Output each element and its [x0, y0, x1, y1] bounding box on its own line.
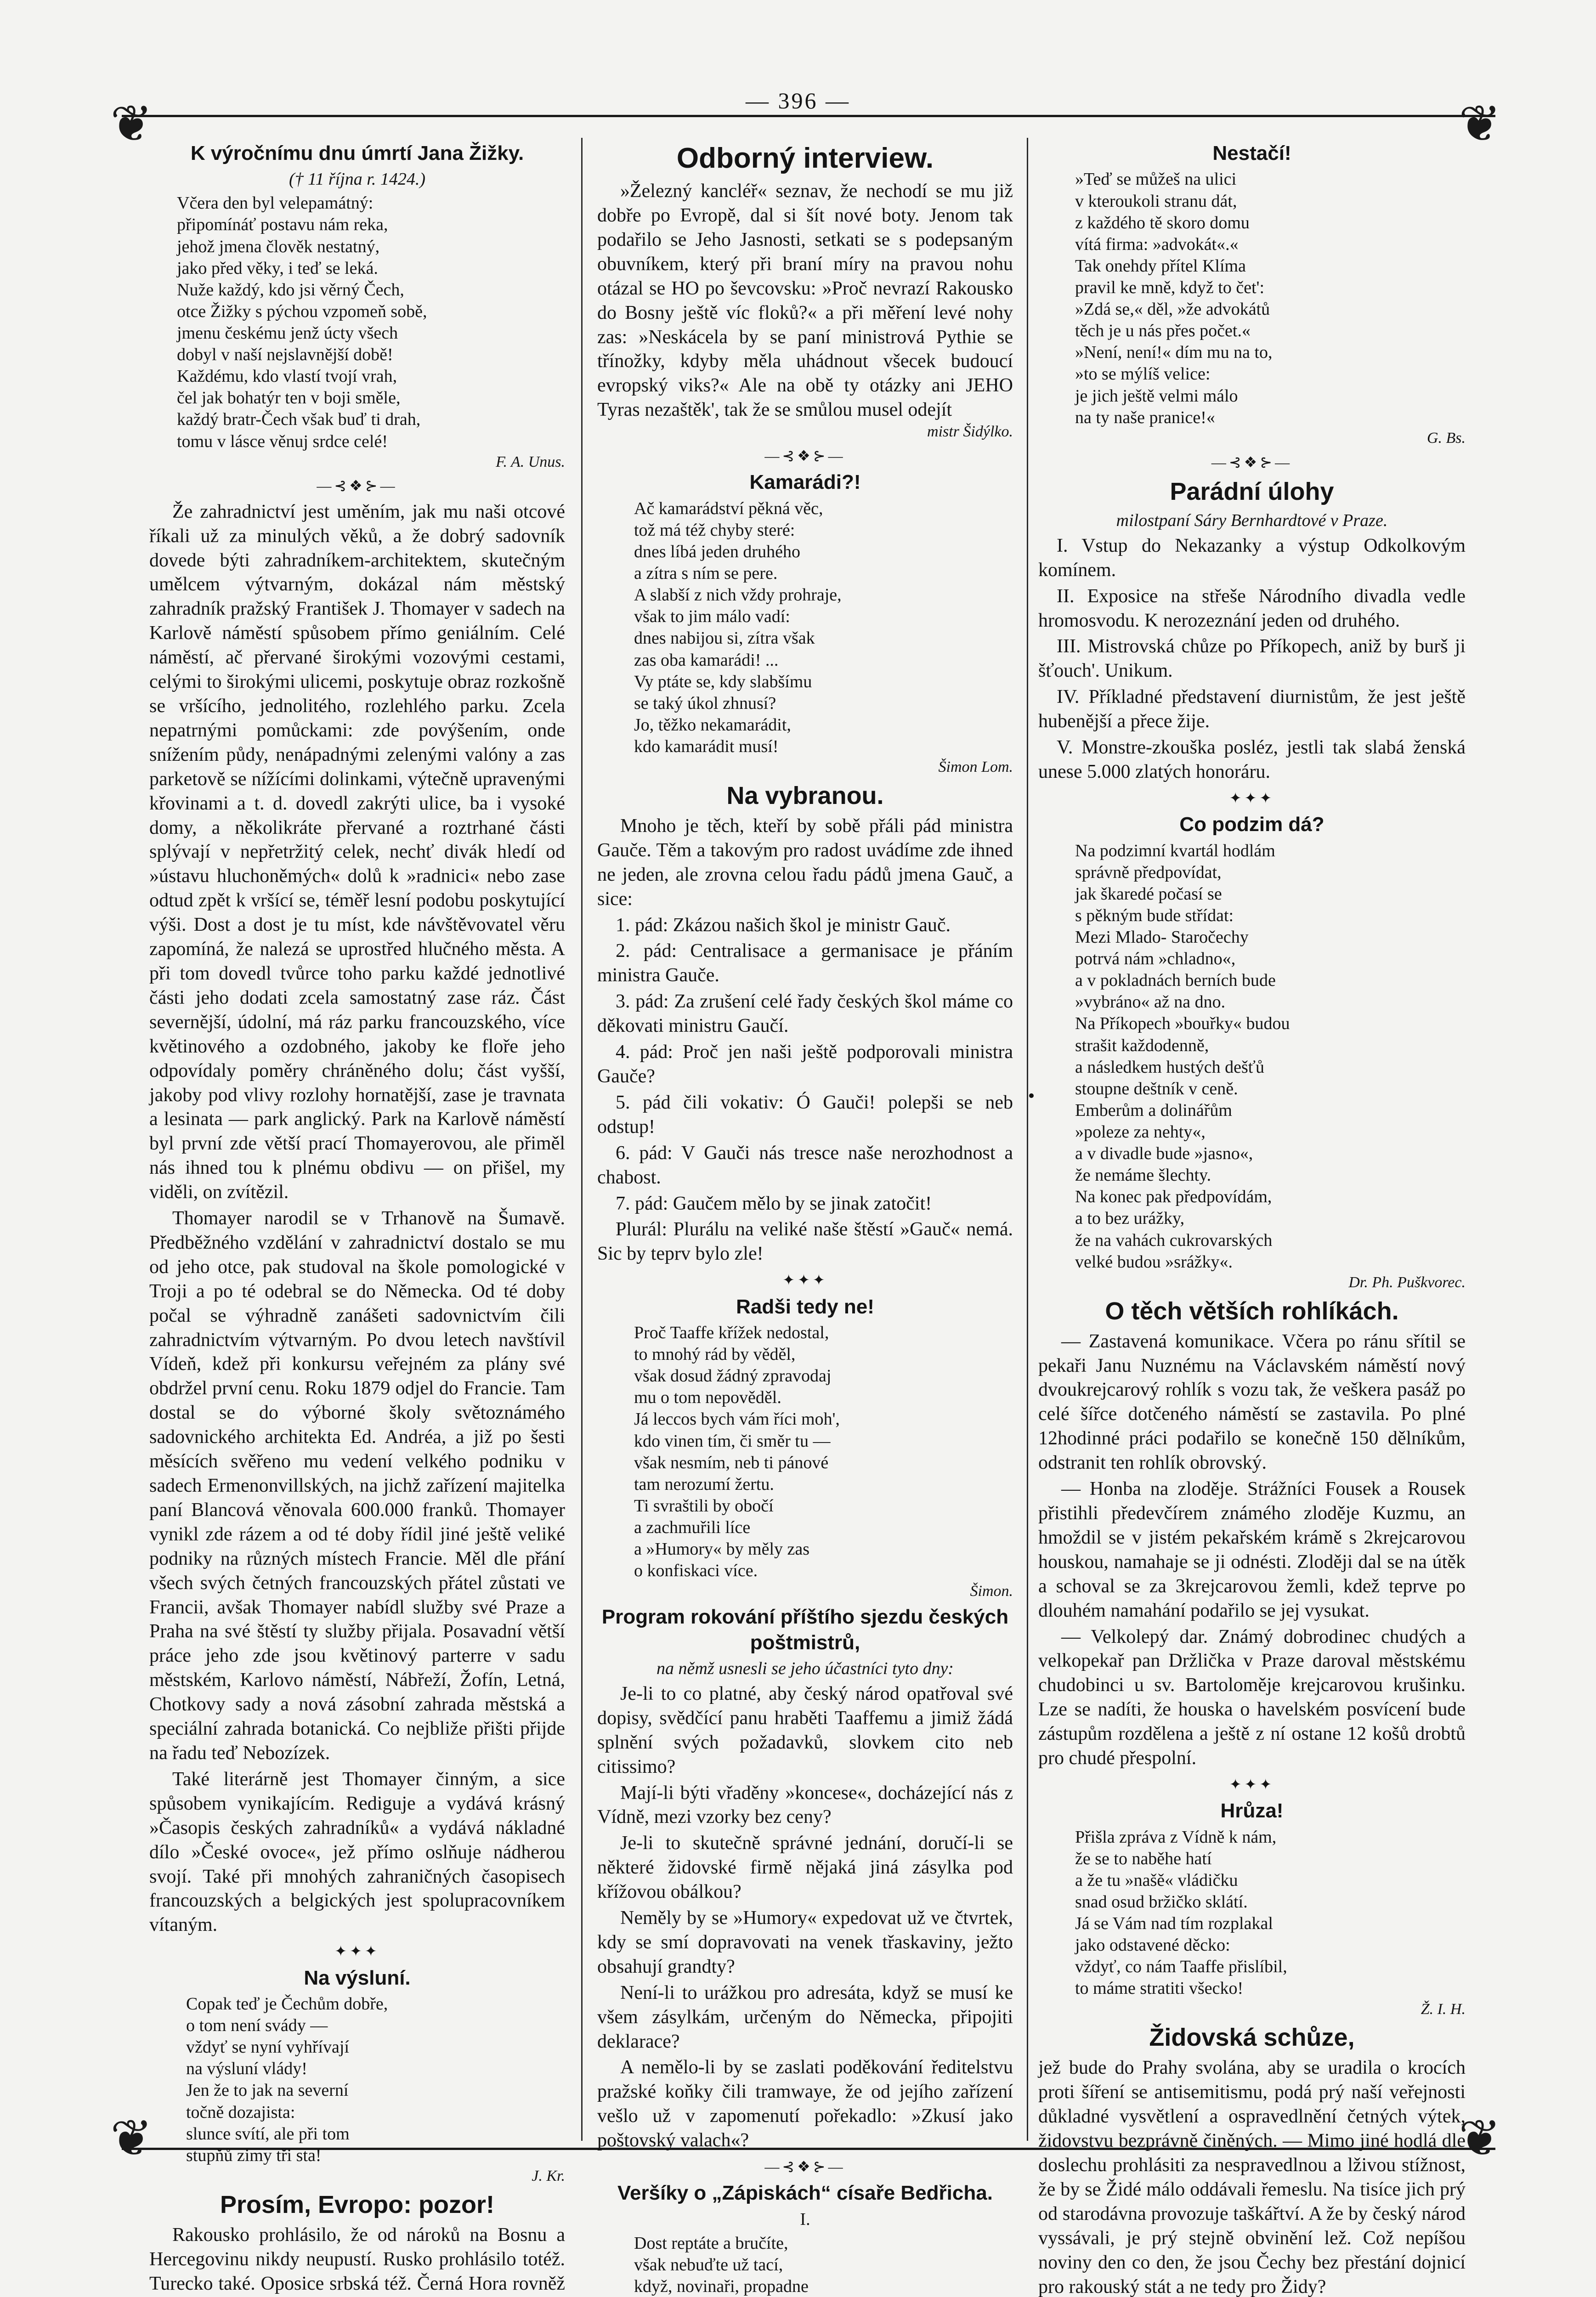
podzim-signature: Dr. Ph. Puškvorec.	[1348, 1273, 1466, 1291]
evropo-title: Prosím, Evropo: pozor!	[220, 2190, 495, 2218]
kamaradi-signature: Šimon Lom.	[938, 758, 1013, 776]
divider-ornament-icon: ✦✦✦	[1229, 789, 1275, 806]
divider-ornament-icon: —⊰❖⊱—	[1211, 453, 1293, 470]
podzim-title: Co podzim dá?	[1179, 813, 1324, 836]
zizka-subtitle: († 11 října r. 1424.)	[289, 170, 425, 189]
zizka-signature: F. A. Unus.	[496, 453, 565, 470]
radsi-title: Radši tedy ne!	[736, 1295, 874, 1318]
schuze-title: Židovská schůze,	[1149, 2024, 1355, 2052]
nestaci-title: Nestačí!	[1212, 142, 1291, 164]
program-subtitle: na němž usnesli se jeho účastníci tyto dny:	[657, 1659, 954, 1678]
ulohy-title: Parádní úlohy	[1170, 477, 1334, 505]
interview-signature: mistr Šidýlko.	[927, 423, 1013, 441]
divider-ornament-icon: ✦✦✦	[334, 1943, 380, 1960]
corner-ornament-icon: ❦	[110, 96, 153, 152]
versiky-title: Veršíky o „Zápiskách“ císaře Bedřicha.	[617, 2182, 993, 2205]
corner-ornament-icon: ❦	[1459, 96, 1501, 152]
hruza-poem: Přišla zpráva z Vídně k nám, že se to naběhe hatí a že tu »našě« vládičku snad osud bržičko sklátí. Já se Vám nad tím rozplakal jako odstavené děcko: vždyť, co nám Taaffe přislíbil, to máme stratiti všecko!	[1075, 1827, 1287, 1998]
divider-ornament-icon: ✦✦✦	[782, 1272, 828, 1289]
nestaci-signature: G. Bs.	[1426, 429, 1466, 447]
program-title: Program rokování příštího sjezdu českých poštmistrů,	[601, 1606, 1009, 1654]
interview-text: »Železný kancléř« seznav, že nechodí se mu již dobře po Evropě, dal si šít nové boty. Jenom tak podařilo se Jeho Jasnosti, setkati se s podepsaným obuvníkem, který při braní míry na pravou nohu otázal se HO po ševcovsku: »Proč nevrazí Rakousko do Bosny ještě víc floků?« a při měření levé nohy zas: »Neskácela by se paní ministrová Pythie se třínožky, kdyby měla uhádnout všecek budoucí evropský viks?« Ale na obě ty otázky ani JEHO Tyras nezaštěk', tak že se smůlou musel odejít	[597, 181, 1013, 421]
vysluni-title: Na výsluní.	[304, 1966, 411, 1989]
divider-ornament-icon: —⊰❖⊱—	[764, 447, 846, 464]
kamaradi-title: Kamarádi?!	[749, 471, 861, 494]
vysluni-poem: Copak teď je Čechům dobře, o tom není svády — vždyť se nyní vyhřívají na výsluní vlády! Jen že to jak na severní točně dozajista: slunce svítí, ale při tom stupňů zimy tři sta!	[186, 1994, 388, 2165]
vybranou-intro: Mnoho je těch, kteří by sobě přáli pád ministra Gauče. Těm a takovým pro radost uvádíme zde ihned ne jeden, ale zrovna celou řadu pádů jmena Gauč, a sice:	[597, 815, 1013, 910]
kamaradi-poem: Ač kamarádství pěkná věc, tož má též chyby steré: dnes líbá jeden druhého a zítra s ním se pere. A slabší z nich vždy prohraje, však to jim málo vadí: dnes nabijou si, zítra však zas oba kamarádi! ... Vy ptáte se, kdy slabšímu se taký úkol zhnusí? Jo, těžko nekamarádit, kdo kamarádit musí!	[634, 498, 842, 756]
column-right: Nestačí! »Teď se můžeš na ulici v kteroukoli stranu dát, z každého tě skoro domu vítá firma: »advokát«.« Tak onehdy přítel Klíma pravil ke mně, když to čet': »Zdá se,« děl, »že advokátů těch je u nás přes počet.« »Není, není!« dím mu na to, »to se mýlíš velice: je jich ještě velmi málo na ty naše pranice!« G. Bs. —⊰❖⊱— Parádní úlohy milostpaní Sáry Bernhardtové v Praze. I. Vstup do Nekazanky a výstup Odkolkovým komínem. II. Exposice na střeše Národního divadla vedle hromosvodu. K nerozeznání jeden od druhého. III. Mistrovská chůze po Příkopech, aniž by burš ji šťouch'. Unikum. IV. Příkladné představení diurnistům, že jest ještě hubenější a přece žije. V. Monstre-zkouška posléz, jestli tak slabá ženská unese 5.000 zlatých honoráru. ✦✦✦ Co podzim dá? Na podzimní kvartál hodlám správně předpovídat, jak škaredé počasí se s pěkným bude střídat: Mezi Mlado- Staročechy potrvá nám »chladno«, a v pokladnách berních bude »vybráno« až na dno. Na Příkopech »bouřky« budou strašit každodenně, a následkem hustých dešťů stoupne deštník v ceně. Emberům a dolinářům »poleze za nehty«, a v divadle bude »jasno«, že nemáme šlechty. Na konec pak předpovídám, a to bez urážky, že na vahách cukrovarských velké budou »srážky«. Dr. Ph. Puškvorec. O těch větších rohlíkách. — Zastavená komunikace. Včera po ránu sřítil se pekaři Janu Nuznému na Václavském náměstí nový dvoukrejcarový rohlík s vozu tak, že veškera pasáž po celé šířce dotčeného náměstí se zastavila. Po plné 12hodinné práci podařilo se konečně 150 dělníkům, odstranit ten rohlík obrovský. — Honba na zloděje. Strážníci Fousek a Rousek přistihli předevčírem známého zloděje Kuzmu, an hmoždil se v jistém pekařském krámě s 2krejcarovou houskou, namahaje se ji odnésti. Zloději dal se na útěk a schoval se za 3krejcarovou žemli, kdež teprve po dlouhém namahání podařilo se jej vysukat. — Velkolepý dar. Známý dobrodinec chudých a velkopekař pan Držlička v Praze daroval městskému chudobinci u sv. Bartoloměje krejcarovou krušinku. Lze se nadíti, že houska o havelském posvícení bude zástupům rozdělena a ještě z ní ostane 12 košů drobtů pro chudé přespolní. ✦✦✦ Hrůza! Přišla zpráva z Vídně k nám, že se to naběhe hatí a že tu »našě« vládičku snad osud bržičko sklátí. Já se Vám nad tím rozplakal jako odstavené děcko: vždyť, co nám Taaffe přislíbil, to máme stratiti všecko! Ž. I. H. Židovská schůze, jež bude do Prahy svolána, aby se uradila o krocích proti šíření se antisemitismu, podá prý naší veřejnosti důkladné vysvětlení a ospravedlnění četných výtek, židovstvu bezprávně činěných. — Mimo jiné hodlá dle doslechu prohlásiti za nespravedlnou a lživou stížnost, že by se Židé málo oddávali řemeslu. Na tisíce jich prý od starodávna provozuje taškářtví. A že by český národ vyssávali, je prý stejně obvinění lež. Což nepíšou noviny den co den, že jsou Čechy bez přestání dojnicí pro rakouský stát a ne tedy pro Židy?	[1038, 138, 1466, 2141]
ulohy-subtitle: milostpaní Sáry Bernhardtové v Praze.	[1116, 510, 1388, 530]
column-divider	[1027, 138, 1028, 2141]
column-middle: Odborný interview. »Železný kancléř« seznav, že nechodí se mu již dobře po Evropě, dal si šít nové boty. Jenom tak podařilo se Jeho Jasnosti, setkati se s podepsaným obuvníkem, který při braní míry na pravou nohu otázal se HO po ševcovsku: »Proč nevrazí Rakousko do Bosny ještě víc floků?« a při měření levé nohy zas: »Neskácela by se paní ministrová Pythie se třínožky, kdyby měla uhádnout všecek budoucí evropský viks?« Ale na obě ty otázky ani JEHO Tyras nezaštěk', tak že se smůlou musel odejít mistr Šidýlko. —⊰❖⊱— Kamarádi?! Ač kamarádství pěkná věc, tož má též chyby steré: dnes líbá jeden druhého a zítra s ním se pere. A slabší z nich vždy prohraje, však to jim málo vadí: dnes nabijou si, zítra však zas oba kamarádi! ... Vy ptáte se, kdy slabšímu se taký úkol zhnusí? Jo, těžko nekamarádit, kdo kamarádit musí! Šimon Lom. Na vybranou. Mnoho je těch, kteří by sobě přáli pád ministra Gauče. Těm a takovým pro radost uvádíme zde ihned ne jeden, ale zrovna celou řadu pádů jmena Gauč, a sice: 1. pád: Zkázou našich škol je ministr Gauč. 2. pád: Centralisace a germanisace je přáním ministra Gauče. 3. pád: Za zrušení celé řady českých škol máme co děkovati ministru Gaučí. 4. pád: Proč jen naši ještě podporovali ministra Gauče? 5. pád čili vokativ: Ó Gauči! polepši se neb odstup! 6. pád: V Gauči nás tresce naše nerozhodnost a chabost. 7. pád: Gaučem mělo by se jinak zatočit! Plurál: Plurálu na veliké naše štěstí »Gauč« nemá. Sic by teprv bylo zle! ✦✦✦ Radši tedy ne! Proč Taaffe křížek nedostal, to mnohý rád by věděl, však dosud žádný zpravodaj mu o tom nepověděl. Já leccos bych vám říci moh', kdo vinen tím, či směr tu — však nesmím, neb ti pánové tam nerozumí žertu. Ti svraštili by obočí a zachmuřili líce a »Humory« by měly zas o konfiskaci více. Šimon. Program rokování příštího sjezdu českých poštmistrů, na němž usnesli se jeho účastníci tyto dny: Je-li to co platné, aby český národ opatřoval své dopisy, svědčící panu hraběti Taaffemu a jimiž žádá splnění svých požadavků, slovkem cito neb citissimo? Mají-li býti vřaděny »koncese«, docházející nás z Vídně, mezi vzorky bez ceny? Je-li to skutečně správné jednání, doručí-li se některé židovské firmě nějaká jiná zásylka pod křížovou obálkou? Neměly by se »Humory« expedovat už ve čtvrtek, kdy se smí dopravovati na venek třaskaviny, ježto obsahují grandty? Není-li to urážkou pro adresáta, když se musí ke všem zásylkám, určeným do Německa, připojiti deklarace? A nemělo-li by se zaslati poděkování ředitelstvu pražské koňky čili tramwaye, že od jejího zařízení vešlo už v zapomenutí pořekadlo: »Zkusí jako poštovský valach«? —⊰❖⊱— Veršíky o „Zápiskách“ císaře Bedřicha. I. Dost reptáte a bručíte, však nebuďte už tací, když, novinaři, propadne	[597, 138, 1013, 2141]
zizka-poem: Včera den byl velepamátný: připomínáť postavu nám reka, jehož jmena člověk nestatný, jako před věky, i teď se leká. Nuže každý, kdo jsi věrný Čech, otce Žižky s pýchou vzpomeň sobě, jmenu českému jenž úcty všech dobyl v naší nejslavnější době! Každému, kdo vlastí tvojí vrah, čel jak bohatýr ten v boji směle, každý bratr-Čech však buď ti drah, tomu v lásce věnuj srdce celé!	[177, 193, 427, 451]
hruza-title: Hrůza!	[1220, 1799, 1284, 1822]
radsi-poem: Proč Taaffe křížek nedostal, to mnohý rád by věděl, však dosud žádný zpravodaj mu o tom nepověděl. Já leccos bych vám říci moh', kdo vinen tím, či směr tu — však nesmím, neb ti pánové tam nerozumí žertu. Ti svraštili by obočí a zachmuřili líce a »Humory« by měly zas o konfiskaci více.	[634, 1323, 840, 1581]
zizka-title: K výročnímu dnu úmrtí Jana Žižky.	[190, 142, 524, 164]
thomayer-paragraph: Že zahradnictví jest uměním, jak mu naši otcové říkali už za minulých věků, a že dobrý sadovník dovede býti zahradníkem-architektem, skutečným umělcem výtvarným, dokázal nám městský zahradník pražský František J. Thomayer v sadech na Karlově náměstí spůsobem přímo geniálním. Celé náměstí, ač přervané širokými vozovými cestami, celými to širokými ulicemi, poskytuje obraz rozkošně se vršícího, jednolitého, rozlehlého parku. Zcela nepatrnými pomůckami: zde povýšením, onde snížením půdy, nenápadnými zelenými valóny a zas parketově se nížícími dolinkami, výtečně upravenými křovinami a t. d. dovedl zakrýti ulice, ba i vysoké domy, a několikráte přervané a roztrhané části splývají v nepřetržitý celek, nechť divák hledí od »ústavu hluchoněmých« dolů k »radnici« nebo zase odtud zpět k vršící se, téměř lesní podobu poskytující výši. Dost a dost je tu míst, kde návštěvovatel věru zapomíná, že nalezá se uprostřed hlučného města. A při tom dovedl tvůrce toho parku každé jednotlivé části jeho dodati zcela samostatný zase ráz. Část severnější, údolní, má ráz parku francouzského, více květinového a ozdobného, jakoby ke floře jeho odpovídaly poměry chráněného dolu; část vyšší, jakoby pod vlivy rozlohy hornatější, zase je travnata a lesinata — park anglický. Park na Karlově náměstí byl první zde větší prací Thomayerovou, ale přiměl nás ihned tou k plnému obdivu — on přišel, my viděli, on zvítězil.	[149, 501, 565, 1203]
thomayer-paragraph: Thomayer narodil se v Trhanově na Šumavě. Předběžného vzdělání v zahradnictví dostalo se mu od jeho otce, pak studoval na škole pomologické v Troji a po té odebral se do Německa. Od té doby počal se výhradně zanášeti sadovnictvím čili zahradnictvím výtvarným. Po dvou letech navštívil Vídeň, kdež při konkursu veřejném za plány své obdržel první cenu. Roku 1879 odjel do Francie. Tam dostal se do výborné školy světoznámého sadovnického architekta Ed. Andréa, a již po šesti měsících svěřeno mu vedení velkého podniku v sadech Ermenonvillských, na jichž zařízení majitelka paní Blancová věnovala 600.000 franků. Thomayer vynikl zde rázem a od té doby řídil jiné ještě veliké podniky na různých místech Francie. Měl dle přání všech svých četných francouzských přátel zůstati ve Francii, avšak Thomayer nabídl služby své Praze a Praha na své štěstí ty služby přijala. Posavadní větší práce jeho zde jsou květinový parterre v sadu městském, Karlovo náměstí, Nábřeží, Žofín, Letná, Chotkovy sady a nová zásobní zahrada městská a speciální zahrada botanická. Co nejbliže přišti přijde na řadu teď Nebozízek.	[149, 1208, 565, 1764]
page-number: — 396 —	[746, 88, 850, 113]
evropo-text: Rakousko prohlásilo, že od nároků na Bosnu a Hercegovinu nikdy neupustí. Rusko prohlásilo totéž. Turecko také. Oposice srbská též. Černá Hora rovněž	[149, 2224, 565, 2294]
vysluni-signature: J. Kr.	[532, 2167, 565, 2184]
versiky-poem-1: Dost reptáte a bručíte, však nebuďte už tací, když, novinaři, propadne	[634, 2233, 809, 2296]
interview-title: Odborný interview.	[676, 142, 934, 174]
thomayer-paragraph: Také literárně jest Thomayer činným, a sice spůsobem vynikajícím. Rediguje a vydává krásný »Časopis českých zahradníků« a vydává nákladné dílo »České ovoce«, jež přímo oslňuje nádherou svojí. Také při mnohých zahraničných časopisech francouzských a belgických jest spolupracovníkem vítaným.	[149, 1768, 565, 1936]
column-divider	[581, 138, 583, 2141]
nestaci-poem: »Teď se můžeš na ulici v kteroukoli stranu dát, z každého tě skoro domu vítá firma: »advokát«.« Tak onehdy přítel Klíma pravil ke mně, když to čet': »Zdá se,« děl, »že advokátů těch je u nás přes počet.« »Není, není!« dím mu na to, »to se mýlíš velice: je jich ještě velmi málo na ty naše pranice!«	[1075, 170, 1273, 427]
divider-ornament-icon: ✦✦✦	[1229, 1776, 1275, 1793]
podzim-poem: Na podzimní kvartál hodlám správně předpovídat, jak škaredé počasí se s pěkným bude střídat: Mezi Mlado- Staročechy potrvá nám »chladno«, a v pokladnách berních bude »vybráno« až na dno. Na Příkopech »bouřky« budou strašit každodenně, a následkem hustých dešťů stoupne deštník v ceně. Emberům a dolinářům »poleze za nehty«, a v divadle bude »jasno«, že nemáme šlechty. Na konec pak předpovídám, a to bez urážky, že na vahách cukrovarských velké budou »srážky«.	[1075, 841, 1290, 1272]
corner-ornament-icon: ❦	[1459, 2110, 1501, 2167]
rohlikach-title: O těch větších rohlíkách.	[1105, 1297, 1399, 1325]
hruza-signature: Ž. I. H.	[1421, 2000, 1466, 2018]
ulohy-list: I. Vstup do Nekazanky a výstup Odkolkovým komínem. II. Exposice na střeše Národního divadla vedle hromosvodu. K nerozeznání jeden od druhého. III. Mistrovská chůze po Příkopech, aniž by burš ji šťouch'. Unikum. IV. Příkladné představení diurnistům, že jest ještě hubenější a přece žije. V. Monstre-zkouška posléz, jestli tak slabá ženská unese 5.000 zlatých honoráru.	[1038, 535, 1466, 782]
divider-ornament-icon: —⊰❖⊱—	[764, 2158, 846, 2175]
column-left	[149, 138, 565, 2294]
vybranou-list: 1. pád: Zkázou našich škol je ministr Gauč. 2. pád: Centralisace a germanisace je přáním ministra Gauče. 3. pád: Za zrušení celé řady českých škol máme co děkovati ministru Gaučí. 4. pád: Proč jen naši ještě podporovali ministra Gauče? 5. pád čili vokativ: Ó Gauči! polepši se neb odstup! 6. pád: V Gauči nás tresce naše nerozhodnost a chabost. 7. pád: Gaučem mělo by se jinak zatočit! Plurál: Plurálu na veliké naše štěstí »Gauč« nemá. Sic by teprv bylo zle!	[597, 914, 1013, 1265]
divider-ornament-icon: —⊰❖⊱—	[317, 477, 398, 494]
ink-dot	[1029, 1093, 1034, 1098]
radsi-signature: Šimon.	[970, 1583, 1013, 1600]
vybranou-title: Na vybranou.	[726, 781, 884, 809]
schuze-text: jež bude do Prahy svolána, aby se uradila o krocích proti šíření se antisemitismu, podá prý naší veřejnosti důkladné vysvětlení a ospravedlnění četných výtek, židovstvu bezprávně činěných. — Mimo jiné hodlá dle doslechu prohlásiti za nespravedlnou a lživou stížnost, že by se Židé málo oddávali řemeslu. Na tisíce jich prý od starodávna provozuje taškářtví. A že by český národ vyssávali, je prý stejně obvinění lež. Což nepíšou noviny den co den, že jsou Čechy bez přestání dojnicí pro rakouský stát a ne tedy pro Židy?	[1038, 2057, 1466, 2297]
corner-ornament-icon: ❦	[110, 2110, 153, 2167]
